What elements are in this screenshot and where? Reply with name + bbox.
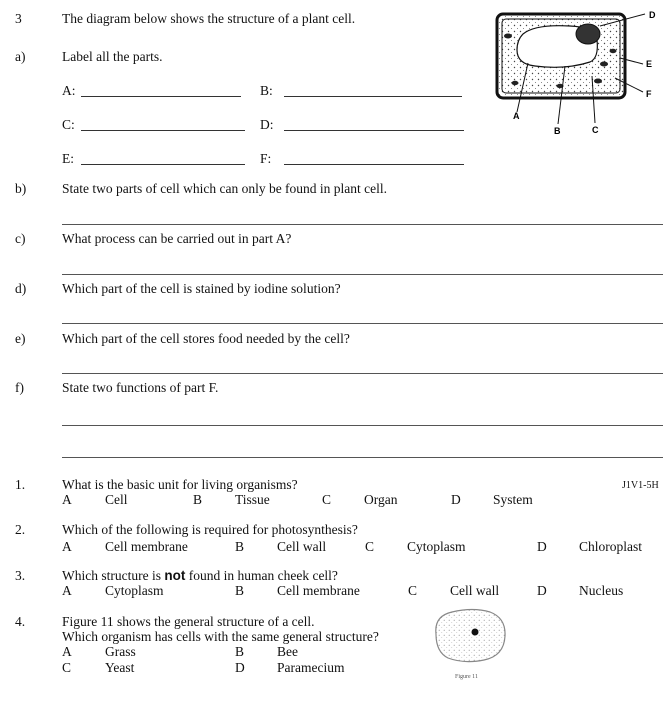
diagram-label-d: D bbox=[649, 10, 656, 20]
mcq-2-text: Which of the following is required for photosynthesis? bbox=[62, 522, 358, 537]
mcq-1-opt-b-letter: B bbox=[193, 492, 203, 507]
answer-line-d[interactable] bbox=[62, 323, 663, 324]
blank-d-letter: D: bbox=[260, 117, 274, 132]
part-c-text: What process can be carried out in part A? bbox=[62, 231, 292, 246]
mcq-3-opt-c[interactable]: Cell wall bbox=[450, 583, 500, 598]
mcq-1-opt-c-letter: C bbox=[322, 492, 332, 507]
mcq-3-opt-a-letter: A bbox=[62, 583, 72, 598]
nucleus bbox=[576, 24, 600, 44]
answer-line-b[interactable] bbox=[62, 224, 663, 225]
mcq-4-text-2: Which organism has cells with the same general structure? bbox=[62, 629, 379, 644]
mcq-2-opt-d-letter: D bbox=[537, 539, 547, 554]
mcq-3-opt-a[interactable]: Cytoplasm bbox=[105, 583, 164, 598]
chloroplast bbox=[594, 79, 602, 84]
chloroplast bbox=[504, 34, 512, 39]
chloroplast bbox=[600, 62, 608, 67]
mcq-2-opt-b-letter: B bbox=[235, 539, 245, 554]
mcq-3-opt-d-letter: D bbox=[537, 583, 547, 598]
answer-blank-e[interactable] bbox=[81, 164, 245, 165]
cell-nucleus bbox=[472, 629, 479, 636]
blank-f-letter: F: bbox=[260, 151, 272, 166]
mcq-4-text: Figure 11 shows the general structure of a cell. bbox=[62, 614, 315, 629]
part-a-label: a) bbox=[15, 49, 26, 64]
mcq-1-number: 1. bbox=[15, 477, 26, 492]
mcq-2-opt-b[interactable]: Cell wall bbox=[277, 539, 327, 554]
mcq-2-opt-c[interactable]: Cytoplasm bbox=[407, 539, 466, 554]
part-c-label: c) bbox=[15, 231, 26, 246]
mcq-2-number: 2. bbox=[15, 522, 26, 537]
diagram-label-f: F bbox=[646, 89, 652, 99]
cell-outline bbox=[436, 610, 505, 662]
mcq-3-number: 3. bbox=[15, 568, 26, 583]
mcq-3-emphasis: not bbox=[164, 568, 186, 583]
part-b-label: b) bbox=[15, 181, 27, 196]
mcq-4-opt-c-letter: C bbox=[62, 660, 72, 675]
answer-line-e[interactable] bbox=[62, 373, 663, 374]
part-b-text: State two parts of cell which can only be found in plant cell. bbox=[62, 181, 388, 196]
part-f-label: f) bbox=[15, 380, 24, 395]
mcq-3-opt-b[interactable]: Cell membrane bbox=[277, 583, 360, 598]
answer-line-c[interactable] bbox=[62, 274, 663, 275]
mcq-3-opt-c-letter: C bbox=[408, 583, 418, 598]
mcq-2-opt-a-letter: A bbox=[62, 539, 72, 554]
part-e-text: Which part of the cell stores food needed by the cell? bbox=[62, 331, 350, 346]
mcq-1-opt-a[interactable]: Cell bbox=[105, 492, 128, 507]
part-a-text: Label all the parts. bbox=[62, 49, 163, 64]
answer-blank-d[interactable] bbox=[284, 130, 464, 131]
mcq-2-opt-d[interactable]: Chloroplast bbox=[579, 539, 642, 554]
mcq-3-text bbox=[62, 568, 338, 584]
blank-e-letter: E: bbox=[62, 151, 74, 166]
mcq-4-opt-d[interactable]: Paramecium bbox=[277, 660, 345, 675]
mcq-3-opt-b-letter: B bbox=[235, 583, 245, 598]
question-number: 3 bbox=[15, 11, 22, 26]
diagram-label-e: E bbox=[646, 59, 653, 69]
mcq-1-opt-d-letter: D bbox=[451, 492, 461, 507]
mcq-4-opt-a[interactable]: Grass bbox=[105, 644, 136, 659]
mcq-3-text-before: Which structure is bbox=[62, 568, 165, 583]
diagram-label-c: C bbox=[592, 125, 599, 135]
mcq-4-opt-d-letter: D bbox=[235, 660, 245, 675]
mcq-4-opt-b[interactable]: Bee bbox=[277, 644, 298, 659]
part-e-label: e) bbox=[15, 331, 26, 346]
answer-line-f-2[interactable] bbox=[62, 457, 663, 458]
mcq-4-number: 4. bbox=[15, 614, 26, 629]
part-d-label: d) bbox=[15, 281, 27, 296]
mcq-2-opt-a[interactable]: Cell membrane bbox=[105, 539, 188, 554]
answer-blank-b[interactable] bbox=[284, 96, 462, 97]
mcq-1-opt-b[interactable]: Tissue bbox=[235, 492, 270, 507]
part-f-text: State two functions of part F. bbox=[62, 380, 219, 395]
answer-blank-c[interactable] bbox=[81, 130, 245, 131]
answer-blank-a[interactable] bbox=[81, 96, 241, 97]
diagram-label-a: A bbox=[513, 111, 520, 121]
mcq-1-text: What is the basic unit for living organisms? bbox=[62, 477, 298, 492]
blank-c-letter: C: bbox=[62, 117, 75, 132]
chloroplast bbox=[512, 81, 519, 85]
answer-blank-f[interactable] bbox=[284, 164, 464, 165]
answer-line-f-1[interactable] bbox=[62, 425, 663, 426]
mcq-4-opt-b-letter: B bbox=[235, 644, 245, 659]
figure-11-cell bbox=[428, 604, 510, 666]
chloroplast bbox=[610, 49, 617, 53]
mcq-2-opt-c-letter: C bbox=[365, 539, 375, 554]
blank-b-letter: B: bbox=[260, 83, 273, 98]
mcq-1-opt-d[interactable]: System bbox=[493, 492, 533, 507]
mcq-3-opt-d[interactable]: Nucleus bbox=[579, 583, 624, 598]
part-d-text: Which part of the cell is stained by iodine solution? bbox=[62, 281, 341, 296]
plant-cell-diagram bbox=[495, 6, 665, 141]
question-intro: The diagram below shows the structure of a plant cell. bbox=[62, 11, 356, 26]
mcq-4-opt-a-letter: A bbox=[62, 644, 72, 659]
figure-11-caption: Figure 11 bbox=[455, 674, 478, 680]
paper-code: J1V1-5H bbox=[622, 480, 659, 491]
mcq-4-opt-c[interactable]: Yeast bbox=[105, 660, 135, 675]
blank-a-letter: A: bbox=[62, 83, 76, 98]
mcq-3-text-after: found in human cheek cell? bbox=[185, 568, 338, 583]
diagram-label-b: B bbox=[554, 126, 561, 136]
mcq-1-opt-c[interactable]: Organ bbox=[364, 492, 398, 507]
mcq-1-opt-a-letter: A bbox=[62, 492, 72, 507]
